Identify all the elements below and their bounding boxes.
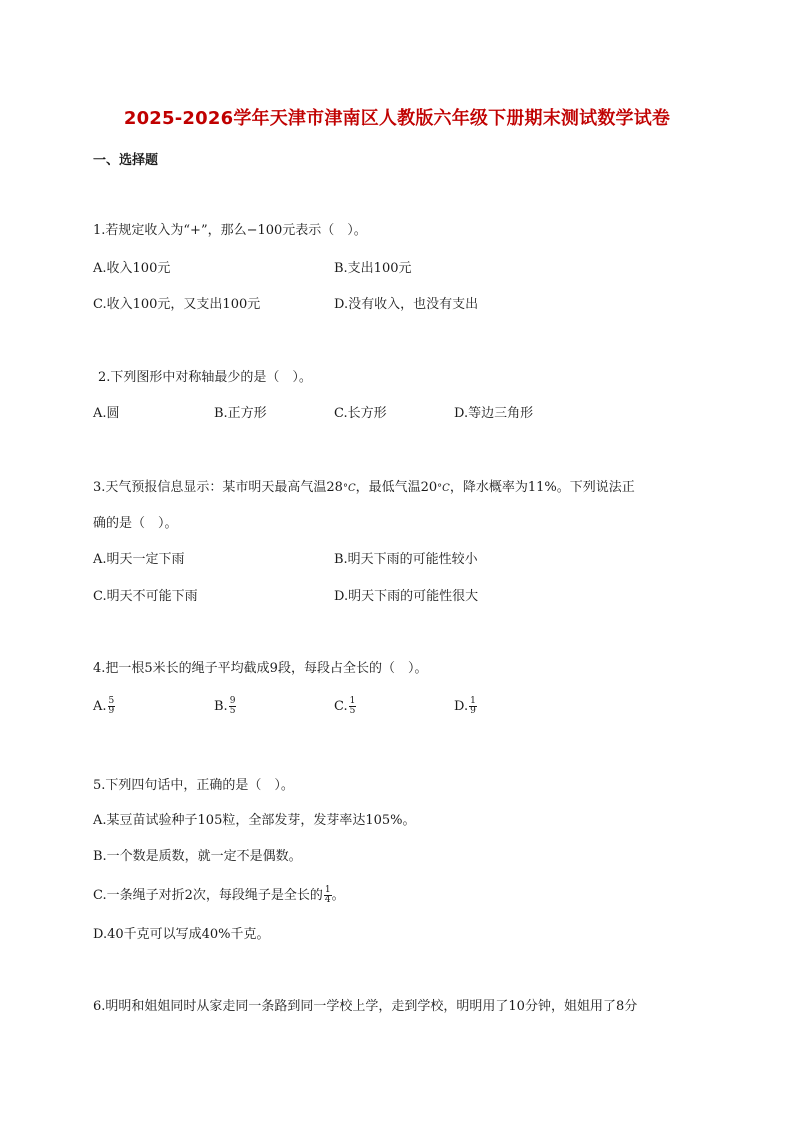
option-label: C. (334, 699, 348, 714)
question-3-option-a: A.明天一定下雨 (93, 552, 185, 567)
option-label: D. (454, 699, 469, 714)
question-1-option-d: D.没有收入，也没有支出 (334, 297, 479, 312)
question-2-option-b: B.正方形 (214, 406, 267, 421)
option-label: A. (93, 699, 107, 714)
option-c-end: 。 (331, 888, 345, 903)
fraction-denominator: 9 (470, 706, 476, 716)
question-4-option-c (334, 697, 356, 716)
fraction (469, 697, 477, 716)
question-5-option-c (93, 886, 345, 905)
degree-celsius-unit: °C (437, 483, 450, 494)
question-1-stem: 1.若规定收入为“+”，那么−100元表示（ ）。 (93, 223, 367, 238)
question-2-option-c: C.长方形 (334, 406, 387, 421)
fraction (349, 697, 357, 716)
question-3-stem-part-1: 3.天气预报信息显示：某市明天最高气温28 (93, 480, 343, 495)
question-2-option-d: D.等边三角形 (454, 406, 534, 421)
question-1-option-a: A.收入100元 (93, 261, 171, 276)
question-4-option-a (93, 697, 115, 716)
question-6-stem: 6.明明和姐姐同时从家走同一条路到同一学校上学，走到学校，明明用了10分钟，姐姐用了8分 (93, 999, 638, 1014)
question-4-stem: 4.把一根5米长的绳子平均截成9段，每段占全长的（ ）。 (93, 661, 428, 676)
question-3-stem-part-2: ，最低气温20 (355, 480, 438, 495)
question-2-option-a: A.圆 (93, 406, 120, 421)
question-3-option-d: D.明天下雨的可能性很大 (334, 589, 479, 604)
fraction-denominator: 9 (108, 706, 115, 716)
question-4-option-b (214, 697, 236, 716)
question-4-option-d (454, 697, 477, 716)
question-3-stem-line-2: 确的是（ ）。 (93, 516, 178, 531)
question-3-option-b: B.明天下雨的可能性较小 (334, 552, 478, 567)
question-5-option-a: A.某豆苗试验种子105粒，全部发芽，发芽率达105%。 (93, 813, 416, 828)
fraction-denominator: 5 (349, 706, 356, 716)
question-1-option-c: C.收入100元，又支出100元 (93, 297, 261, 312)
fraction-numerator: 1 (349, 696, 356, 706)
fraction (229, 697, 237, 716)
fraction-numerator: 5 (108, 696, 115, 706)
fraction-denominator: 5 (229, 706, 236, 716)
exam-title: 2025-2026学年天津市津南区人教版六年级下册期末测试数学试卷 (123, 108, 671, 129)
fraction-numerator: 9 (229, 696, 236, 706)
question-3-stem-line-1 (93, 481, 635, 494)
question-2-stem: 2.下列图形中对称轴最少的是（ ）。 (98, 370, 312, 385)
fraction (108, 697, 116, 716)
option-c-text: C.一条绳子对折2次，每段绳子是全长的 (93, 888, 323, 903)
question-5-option-d: D.40千克可以写成40%千克。 (93, 927, 270, 942)
question-1-option-b: B.支出100元 (334, 261, 412, 276)
question-5-stem: 5.下列四句话中，正确的是（ ）。 (93, 778, 294, 793)
option-label: B. (214, 699, 228, 714)
question-3-stem-part-3: ，降水概率为11%。下列说法正 (449, 480, 635, 495)
fraction-numerator: 1 (324, 885, 331, 895)
degree-celsius-unit: °C (342, 483, 356, 494)
section-heading: 一、选择题 (93, 153, 159, 168)
question-3-option-c: C.明天不可能下雨 (93, 589, 198, 604)
question-5-option-b: B.一个数是质数，就一定不是偶数。 (93, 849, 302, 864)
fraction-denominator: 4 (324, 895, 331, 905)
fraction-numerator: 1 (470, 696, 476, 706)
fraction (324, 886, 332, 905)
